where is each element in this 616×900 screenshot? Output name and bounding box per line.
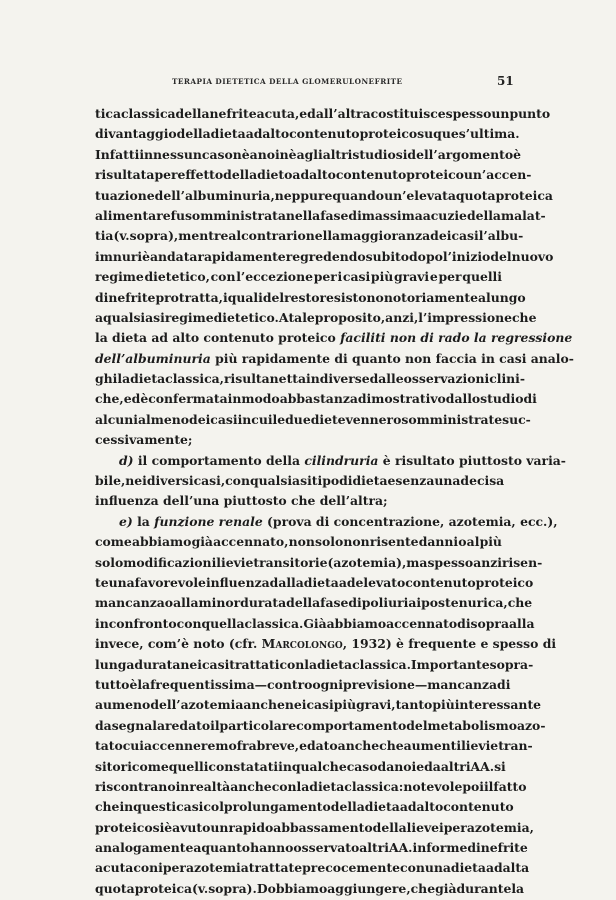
italic-text: cilindruria — [304, 452, 379, 468]
italic-text: funzione renale — [154, 513, 263, 529]
text-line: tuazione dell’albuminuria, neppure quando un’elevata quota proteica — [95, 187, 553, 203]
running-title: TERAPIA DIETETICA DELLA GLOMERULONEFRITE — [172, 77, 403, 86]
body-text — [95, 104, 574, 899]
text-line: risultata per effetto della dieto ad alto contenuto proteico un’accen- — [95, 167, 532, 183]
text-run: invece, com’è noto (cfr. — [95, 636, 262, 652]
text-line: bile, nei diversi casi, con qualsiasi tipo di dieta e senza una decisa — [95, 473, 505, 489]
text-line: di nefrite protratta, i quali del resto resistono notoriamente a lungo — [95, 289, 526, 305]
text-run: è risultato piuttosto varia- — [378, 452, 566, 468]
text-line: proteico si è avuto un rapido abbassamento della lieve iperazotemia, — [95, 819, 534, 835]
italic-text: faciliti non di rado la regressione — [340, 330, 573, 346]
page-number: 51 — [497, 74, 514, 88]
text-line: imnuri è andata rapidamente regredendo subito dopo l’inizio del nuovo — [95, 248, 554, 264]
text-line: lunga durata nei casi trattati con la dieta classica. Importante sopra- — [95, 656, 534, 672]
text-line: acuta con iperazotemia trattate precocemente con una dieta ad alta — [95, 860, 530, 876]
text-run: , 1932) è frequente e spesso di — [342, 636, 557, 652]
text-line: da segnalare dato il particolare comportamento del metabolismo azo- — [95, 717, 546, 733]
text-run: il comportamento della — [133, 452, 305, 468]
text-line: come abbiamo già accennato, non solo non risente danni o al più — [95, 534, 502, 550]
text-line: riscontrano in realtà anche con la dieta classica: notevole poi il fatto — [95, 778, 527, 794]
text-line: tato cui accenneremo fra breve, e dato anche che aumenti lievi e tran- — [95, 738, 533, 754]
text-line: quota proteica (v. sopra). Dobbiamo aggiungere, che già durante la — [95, 880, 525, 896]
text-line: tutto è la frequentissima — contro ogni previsione — mancanza di — [95, 676, 511, 692]
text-line: sitori come quelli constatati in qualche caso da noi e da altri AA. si — [95, 758, 506, 774]
text-line: analogamente a quanto hanno osservato altri AA. in forme di nefrite — [95, 840, 528, 856]
text-run: (prova di concentrazione, azotemia, ecc.), — [262, 513, 558, 529]
text-line — [95, 328, 573, 348]
text-line: in confronto con quella classica. Già abbiamo accennato di sopra alla — [95, 615, 535, 631]
text-line — [95, 634, 557, 654]
item-letter: e) — [119, 513, 133, 529]
text-line: aumeno dell’azotemia anche nei casi più gravi, tanto più interessante — [95, 697, 542, 713]
text-line: alimentare fu somministrata nella fase di massima acuzie della malat- — [95, 207, 546, 223]
text-line: a qualsiasi regime dietetico. A tale proposito, anzi, l’impressione che — [95, 309, 537, 325]
text-line: alcuni almeno dei casi in cui le due diete vennero somministrate suc- — [95, 411, 531, 427]
text-line: Infatti in nessun caso nè a noi nè agli altri studiosi dell’argomento è — [95, 146, 522, 162]
text-line: che, ed è confermata in modo abbastanza dimostrativo dallo studio di — [95, 391, 537, 407]
text-line: tica classica della nefrite acuta, e dall’altra costituisce spesso un punto — [95, 106, 551, 121]
text-line: cessivamente; — [95, 432, 193, 448]
text-run: più rapidamente di quanto non faccia in casi analo- — [210, 350, 574, 366]
text-run: la dieta ad alto contenuto proteico — [95, 330, 341, 346]
text-line — [95, 451, 566, 471]
text-line: solo modificazioni lievi e transitorie (azotemia), ma spesso anzi risen- — [95, 554, 543, 570]
text-line: ghi la dieta classica, risulta netta in diverse dalle osservazioni clini- — [95, 371, 526, 387]
text-line: tia (v. sopra), mentre al contrario nella maggioranza dei casi l’albu- — [95, 228, 524, 244]
text-line: influenza dell’una piuttosto che dell’altra; — [95, 493, 388, 509]
text-run: la — [132, 513, 155, 529]
text-line: di vantaggio della dieta ad alto contenuto proteico su ques’ultima. — [95, 126, 520, 142]
author-name: Marcolongo — [261, 636, 343, 652]
text-line: regime dietetico, con l’eccezione per i casi più gravi e per quelli — [95, 269, 502, 285]
text-line: mancanza o alla minor durata della fase di poliuria ipostenurica, che — [95, 595, 533, 611]
item-letter: d) — [119, 452, 134, 468]
text-line — [95, 512, 558, 532]
text-line: che in questi casi col prolungamento della dieta ad alto contenuto — [95, 799, 514, 815]
italic-text: dell’albuminuria — [95, 350, 211, 366]
text-line — [95, 349, 574, 369]
text-line: te una favorevole influenza dalla dieta ad elevato contenuto proteico — [95, 574, 534, 590]
